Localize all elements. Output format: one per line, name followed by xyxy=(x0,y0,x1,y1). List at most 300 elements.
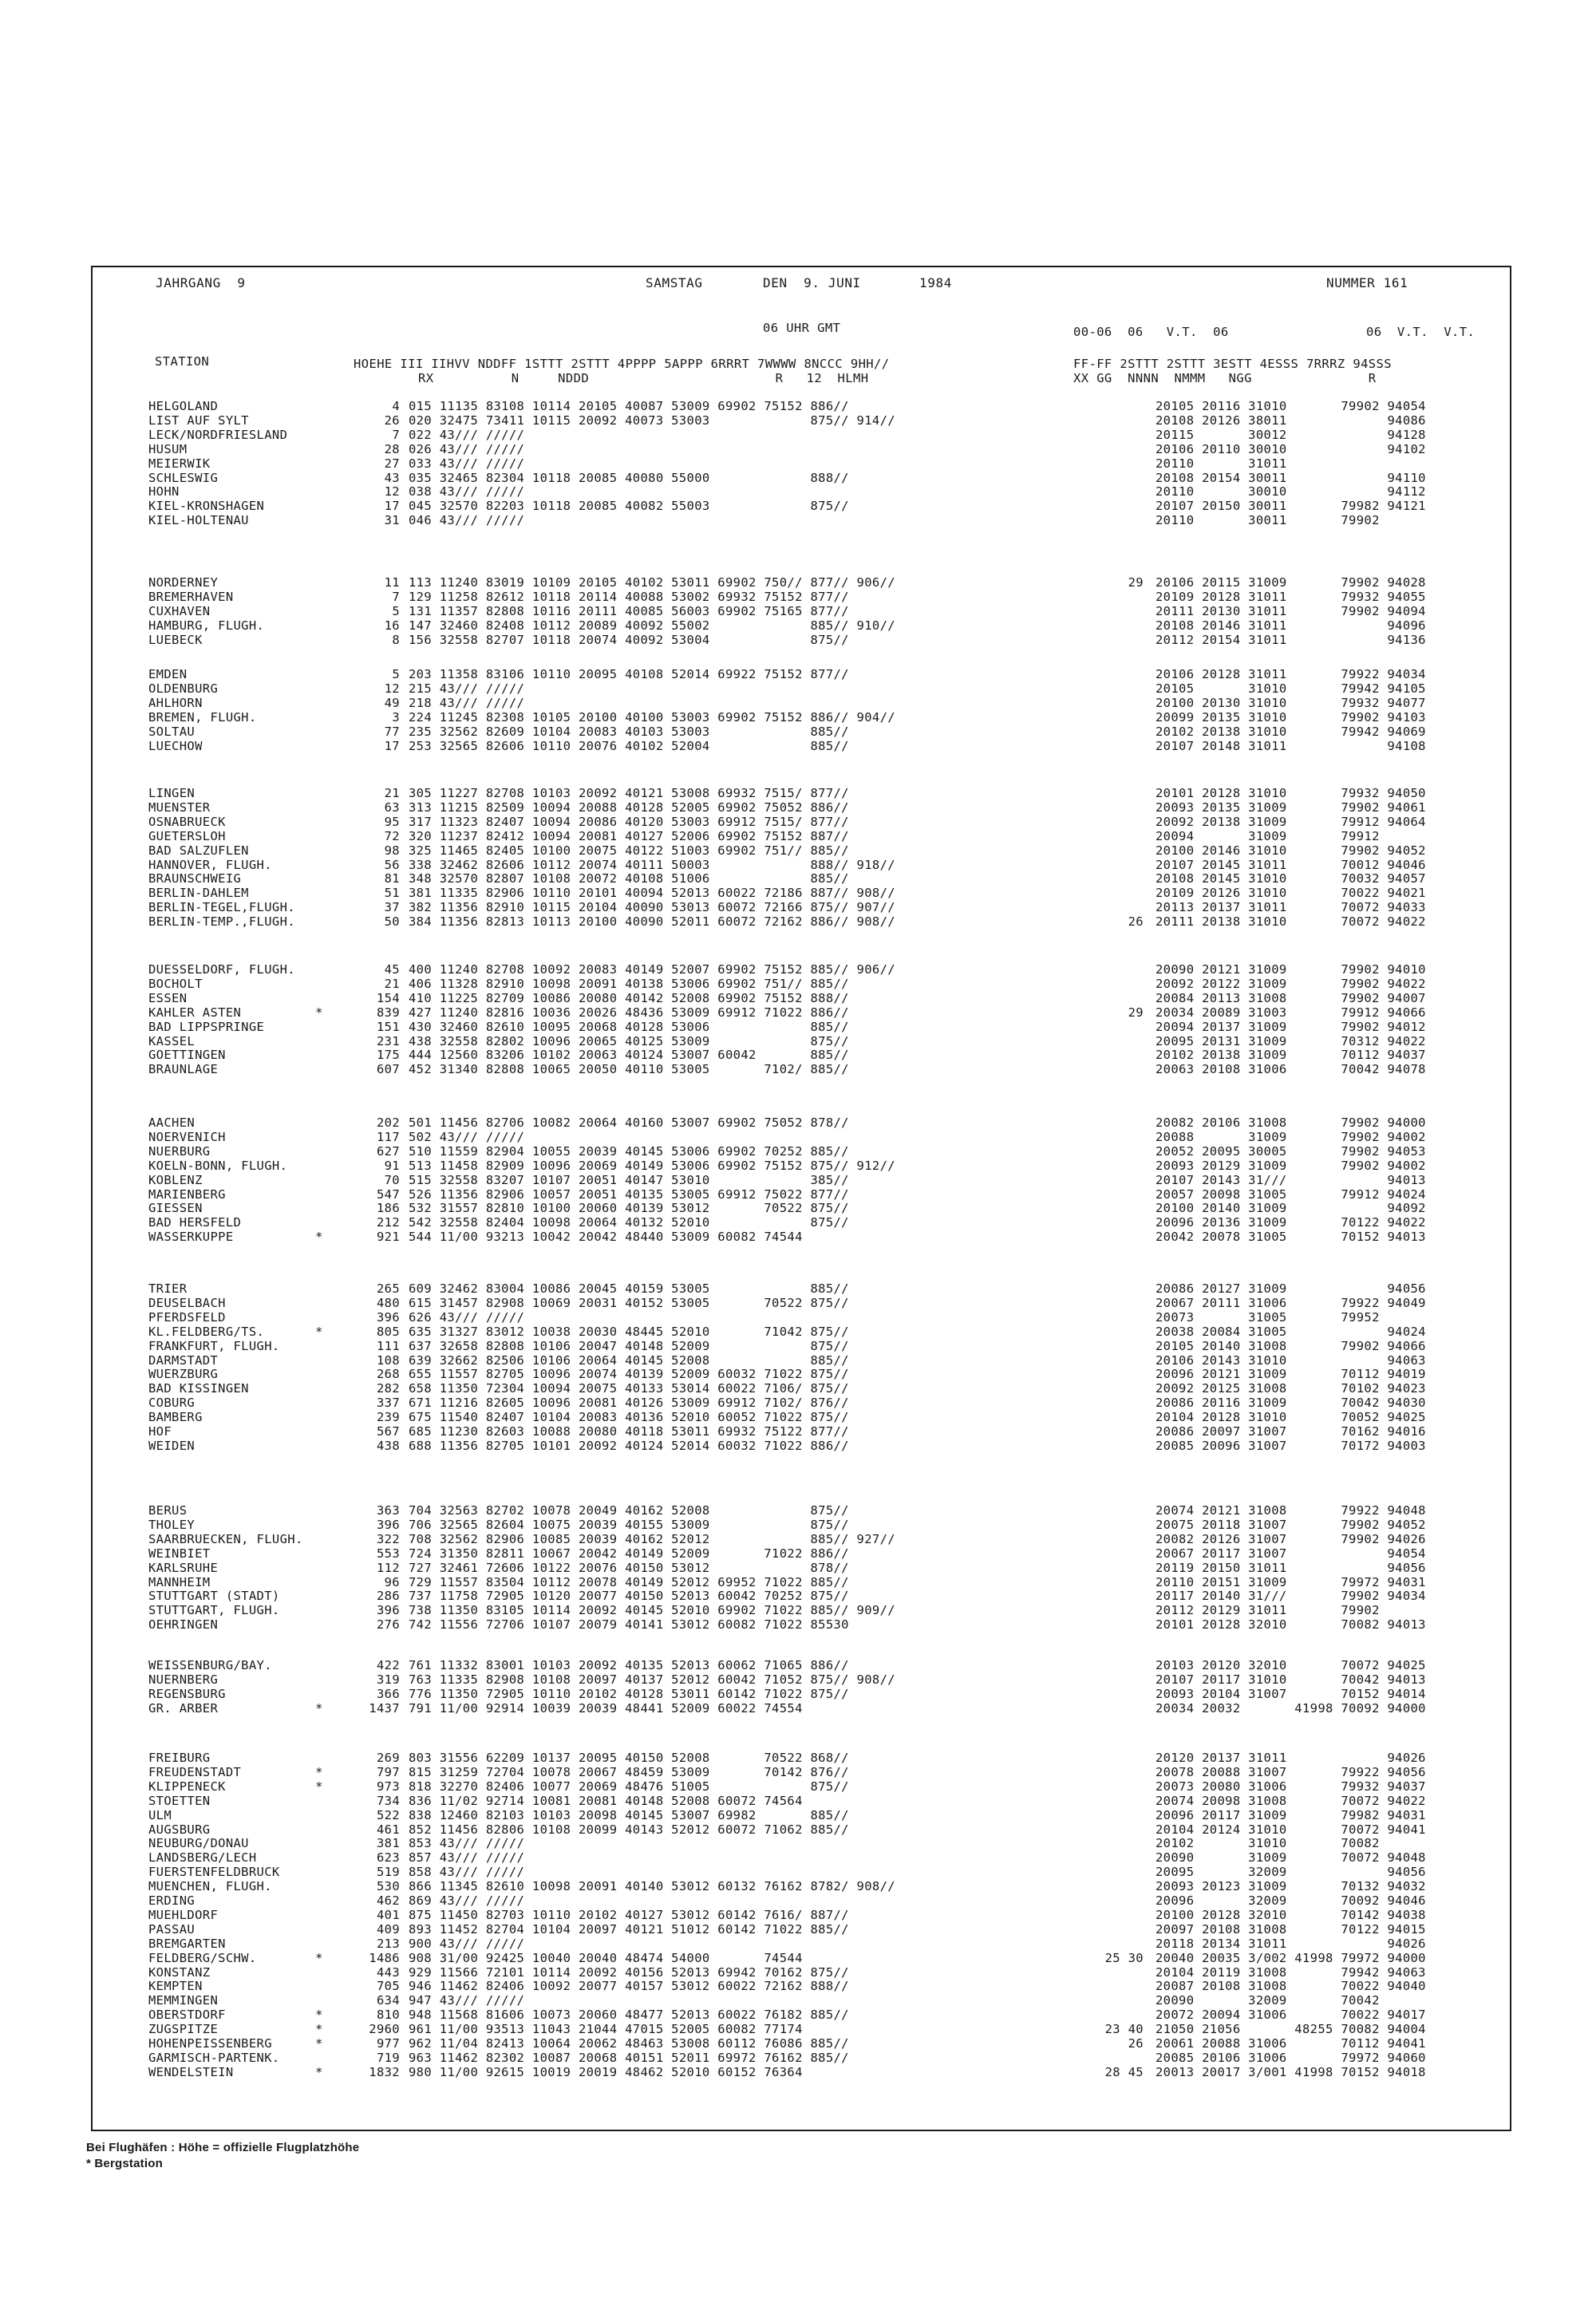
supplementary-data: 20090 32009 70042 xyxy=(1156,1993,1380,2008)
station-height: 5 xyxy=(392,603,400,618)
table-row xyxy=(0,1187,1596,1202)
synop-data: 908 31/00 92425 10040 20040 48474 54000 74544 xyxy=(409,1950,803,1965)
mountain-station-mark: * xyxy=(315,2064,323,2079)
supplementary-data: 20105 20116 31010 79902 94054 xyxy=(1156,399,1426,413)
station-name: AUGSBURG xyxy=(148,1822,211,1837)
station-name: KIEL-KRONSHAGEN xyxy=(148,499,265,514)
table-row xyxy=(0,1617,1596,1633)
supplementary-data: 20096 20121 31009 70112 94019 xyxy=(1156,1367,1426,1382)
synop-data: 675 11540 82407 10104 20083 40136 52010 60052 71022 875// xyxy=(409,1410,849,1425)
synop-data: 502 43/// ///// xyxy=(409,1129,525,1144)
station-name: DEUSELBACH xyxy=(148,1295,226,1310)
supplementary-data: 20095 32009 94056 xyxy=(1156,1865,1426,1880)
station-name: BAD HERSFELD xyxy=(148,1215,242,1230)
table-row xyxy=(0,1005,1596,1021)
table-row xyxy=(0,962,1596,977)
station-name: NUERBURG xyxy=(148,1143,211,1159)
station-name: PASSAU xyxy=(148,1921,196,1937)
synop-data: 020 32475 73411 10115 20092 40073 53003 875// 914// xyxy=(409,413,895,428)
station-name: NEUBURG/DONAU xyxy=(148,1836,249,1851)
mountain-station-mark: * xyxy=(315,1779,323,1794)
synop-data: 430 32460 82610 10095 20068 40128 53006 885// xyxy=(409,1019,849,1034)
station-name: OEHRINGEN xyxy=(148,1617,219,1633)
mountain-station-mark: * xyxy=(315,1230,323,1245)
synop-data: 866 11345 82610 10098 20091 40140 53012 60132 76162 8782/ 908// xyxy=(409,1879,895,1894)
synop-data: 384 11356 82813 10113 20100 40090 52011 60072 72162 886// 908// xyxy=(409,914,895,930)
supplementary-data: 20105 31010 79942 94105 xyxy=(1156,681,1426,696)
supplementary-data: 20101 20128 32010 70082 94013 xyxy=(1156,1617,1426,1633)
synop-data: 015 11135 83108 10114 20105 40087 53009 69902 75152 886// xyxy=(409,399,849,413)
supplementary-data: 20110 30011 79902 xyxy=(1156,513,1380,528)
table-row xyxy=(0,667,1596,682)
table-row xyxy=(0,1979,1596,1994)
station-height: 1486 xyxy=(369,1950,400,1965)
station-name: HUSUM xyxy=(148,441,188,456)
synop-data: 776 11350 72905 10110 20102 40128 53011 60142 71022 875// xyxy=(409,1686,849,1701)
station-height: 51 xyxy=(384,886,400,901)
table-row xyxy=(0,977,1596,992)
station-name: STOETTEN xyxy=(148,1793,211,1808)
synop-data: 815 31259 72704 10078 20067 48459 53009 70142 876// xyxy=(409,1764,849,1779)
table-row xyxy=(0,1965,1596,1980)
supplementary-data: 20092 20125 31008 70102 94023 xyxy=(1156,1381,1426,1396)
station-height: 56 xyxy=(384,857,400,872)
table-row xyxy=(0,513,1596,528)
station-name: MUEHLDORF xyxy=(148,1907,219,1922)
supplementary-data: 20090 20121 31009 79902 94010 xyxy=(1156,962,1426,977)
table-row xyxy=(0,1518,1596,1533)
supplementary-data: 20111 20130 31011 79902 94094 xyxy=(1156,603,1426,618)
mountain-station-mark: * xyxy=(315,2008,323,2023)
station-height: 111 xyxy=(376,1338,400,1353)
synop-data: 046 43/// ///// xyxy=(409,513,525,528)
station-height: 627 xyxy=(376,1143,400,1159)
column-codes-line1: HOEHE III IIHVV NDDFF 1STTT 2STTT 4PPPP 5APPP 6RRRT 7WWWW 8NCCC 9HH// xyxy=(354,357,890,371)
station-height: 26 xyxy=(384,413,400,428)
synop-data: 836 11/02 92714 10081 20081 40148 52008 60072 74564 xyxy=(409,1793,803,1808)
station-height: 12 xyxy=(384,484,400,499)
mountain-station-mark: * xyxy=(315,1324,323,1339)
station-name: KL.FELDBERG/TS. xyxy=(148,1324,265,1339)
station-height: 623 xyxy=(376,1850,400,1866)
station-height: 151 xyxy=(376,1019,400,1034)
synop-data: 761 11332 83001 10103 20092 40135 52013 60062 71065 886// xyxy=(409,1658,849,1672)
table-row xyxy=(0,604,1596,619)
synop-data: 738 11350 83105 10114 20092 40145 52010 69902 71022 885// 909// xyxy=(409,1603,895,1618)
station-name: KASSEL xyxy=(148,1033,196,1048)
supplementary-data: 20107 20145 31011 70012 94046 xyxy=(1156,857,1426,872)
table-row xyxy=(0,858,1596,873)
synop-data: 655 11557 82705 10096 20074 40139 52009 60032 71022 875// xyxy=(409,1367,849,1382)
station-name: LECK/NORDFRIESLAND xyxy=(148,427,288,442)
station-name: BREMGARTEN xyxy=(148,1936,226,1951)
station-name: ZUGSPITZE xyxy=(148,2022,219,2037)
table-row xyxy=(0,1575,1596,1590)
synop-data: 929 11566 72101 10114 20092 40156 52013 69942 70162 875// xyxy=(409,1964,849,1980)
synop-data: 317 11323 82407 10094 20086 40120 53003 69912 7515/ 877// xyxy=(409,814,849,829)
table-row xyxy=(0,1296,1596,1311)
station-height: 28 xyxy=(384,441,400,456)
extra-group: 29 xyxy=(1128,575,1144,590)
station-height: 70 xyxy=(384,1172,400,1187)
table-row xyxy=(0,471,1596,486)
station-height: 108 xyxy=(376,1352,400,1368)
supplementary-data: 20097 20108 31008 70122 94015 xyxy=(1156,1921,1426,1937)
supplementary-data: 20074 20121 31008 79922 94048 xyxy=(1156,1503,1426,1518)
supplementary-data: 20088 31009 79902 94002 xyxy=(1156,1129,1426,1144)
table-row xyxy=(0,1115,1596,1131)
synop-data: 033 43/// ///// xyxy=(409,456,525,471)
station-name: LIST AUF SYLT xyxy=(148,413,249,428)
station-height: 366 xyxy=(376,1686,400,1701)
station-height: 286 xyxy=(376,1589,400,1604)
station-name: NUERNBERG xyxy=(148,1672,219,1687)
station-name: NOERVENICH xyxy=(148,1129,226,1144)
table-row xyxy=(0,914,1596,930)
footnote-airport-height: Bei Flughäfen : Höhe = offizielle Flugplatzhöhe xyxy=(86,2141,360,2154)
station-height: 269 xyxy=(376,1751,400,1765)
supplementary-data: 20092 20138 31009 79912 94064 xyxy=(1156,814,1426,829)
station-height: 186 xyxy=(376,1201,400,1216)
station-height: 276 xyxy=(376,1617,400,1633)
supplementary-data: 20093 20104 31007 70152 94014 xyxy=(1156,1686,1426,1701)
synop-data: 544 11/00 93213 10042 20042 48440 53009 60082 74544 xyxy=(409,1230,803,1245)
table-row xyxy=(0,1410,1596,1425)
extra-group: 26 xyxy=(1128,914,1144,930)
table-row xyxy=(0,1908,1596,1923)
table-row xyxy=(0,1159,1596,1174)
supplementary-data: 20112 20154 31011 94136 xyxy=(1156,632,1426,647)
station-name: WEIDEN xyxy=(148,1438,196,1453)
table-row xyxy=(0,2065,1596,2080)
table-row xyxy=(0,1865,1596,1880)
synop-data: 382 11356 82910 10115 20104 40090 53013 60072 72166 875// 907// xyxy=(409,900,895,915)
supplementary-data: 20073 31005 79952 xyxy=(1156,1309,1380,1325)
table-row xyxy=(0,1367,1596,1382)
station-height: 797 xyxy=(376,1764,400,1779)
table-row xyxy=(0,413,1596,428)
table-row xyxy=(0,1130,1596,1145)
supplementary-data: 20087 20108 31008 70022 94040 xyxy=(1156,1979,1426,1994)
table-row xyxy=(0,681,1596,697)
supplementary-data: 20100 20130 31010 79932 94077 xyxy=(1156,695,1426,710)
synop-data: 791 11/00 92914 10039 20039 48441 52009 60022 74554 xyxy=(409,1700,803,1716)
station-name: LUECHOW xyxy=(148,738,203,753)
right-header-top-a: 00-06 06 V.T. 06 xyxy=(1073,325,1229,339)
extra-group: 28 45 xyxy=(1104,2064,1144,2079)
station-name: FREIBURG xyxy=(148,1751,211,1765)
synop-data: 406 11328 82910 10098 20091 40138 53006 69902 751// 885// xyxy=(409,976,849,991)
station-name: KARLSRUHE xyxy=(148,1560,219,1575)
supplementary-data: 20117 20140 31/// 79902 94034 xyxy=(1156,1589,1426,1604)
station-height: 396 xyxy=(376,1517,400,1532)
synop-data: 947 43/// ///// xyxy=(409,1993,525,2008)
station-name: GARMISCH-PARTENK. xyxy=(148,2050,280,2065)
supplementary-data: 20115 30012 94128 xyxy=(1156,427,1426,442)
synop-data: 038 43/// ///// xyxy=(409,484,525,499)
synop-data: 763 11335 82908 10108 20097 40137 52012 60042 71052 875// 908// xyxy=(409,1672,895,1687)
station-name: OLDENBURG xyxy=(148,681,219,696)
table-row xyxy=(0,590,1596,605)
table-row xyxy=(0,1922,1596,1937)
table-row xyxy=(0,1353,1596,1368)
table-row xyxy=(0,1765,1596,1780)
station-height: 547 xyxy=(376,1187,400,1202)
supplementary-data: 20034 20032 41998 70092 94000 xyxy=(1156,1700,1426,1716)
table-row xyxy=(0,1144,1596,1159)
station-name: KAHLER ASTEN xyxy=(148,1005,242,1020)
station-height: 112 xyxy=(376,1560,400,1575)
station-height: 212 xyxy=(376,1215,400,1230)
station-name: LINGEN xyxy=(148,786,196,800)
station-name: AACHEN xyxy=(148,1115,196,1130)
synop-data: 224 11245 82308 10105 20100 40100 53003 69902 75152 886// 904// xyxy=(409,709,895,725)
supplementary-data: 20093 20123 31009 70132 94032 xyxy=(1156,1879,1426,1894)
synop-data: 869 43/// ///// xyxy=(409,1893,525,1908)
station-height: 95 xyxy=(384,814,400,829)
table-row xyxy=(0,1808,1596,1823)
table-row xyxy=(0,2036,1596,2051)
station-height: 239 xyxy=(376,1410,400,1425)
station-name: LUEBECK xyxy=(148,632,203,647)
supplementary-data: 20100 20128 32010 70142 94038 xyxy=(1156,1907,1426,1922)
synop-data: 526 11356 82906 10057 20051 40135 53005 69912 75022 877// xyxy=(409,1187,849,1202)
synop-data: 704 32563 82702 10078 20049 40162 52008 875// xyxy=(409,1503,849,1518)
station-name: CUXHAVEN xyxy=(148,603,211,618)
supplementary-data: 20107 20148 31011 94108 xyxy=(1156,738,1426,753)
synop-data: 444 12560 83206 10102 20063 40124 53007 60042 885// xyxy=(409,1048,849,1063)
station-height: 396 xyxy=(376,1309,400,1325)
station-height: 319 xyxy=(376,1672,400,1687)
supplementary-data: 20118 20134 31011 94026 xyxy=(1156,1936,1426,1951)
station-name: SOLTAU xyxy=(148,724,196,739)
synop-data: 022 43/// ///// xyxy=(409,427,525,442)
station-name: BREMERHAVEN xyxy=(148,589,234,604)
station-height: 96 xyxy=(384,1574,400,1589)
station-height: 21 xyxy=(384,786,400,800)
table-row xyxy=(0,886,1596,901)
station-height: 21 xyxy=(384,976,400,991)
supplementary-data: 20107 20117 31010 70042 94013 xyxy=(1156,1672,1426,1687)
supplementary-data: 20096 32009 70092 94046 xyxy=(1156,1893,1426,1908)
synop-data: 961 11/00 93513 11043 21044 47015 52005 60082 77174 xyxy=(409,2022,803,2037)
station-name: MUENSTER xyxy=(148,800,211,815)
station-height: 396 xyxy=(376,1603,400,1618)
supplementary-data: 20094 20137 31009 79902 94012 xyxy=(1156,1019,1426,1034)
station-name: KLIPPENECK xyxy=(148,1779,226,1794)
station-name: HAMBURG, FLUGH. xyxy=(148,618,265,633)
issue-number: NUMMER 161 xyxy=(1326,275,1408,290)
station-height: 522 xyxy=(376,1807,400,1822)
supplementary-data: 20106 20143 31010 94063 xyxy=(1156,1352,1426,1368)
supplementary-data: 20104 20128 31010 70052 94025 xyxy=(1156,1410,1426,1425)
table-row xyxy=(0,1048,1596,1063)
supplementary-data: 21050 21056 48255 70082 94004 xyxy=(1156,2022,1426,2037)
supplementary-data: 20092 20122 31009 79902 94022 xyxy=(1156,976,1426,991)
supplementary-data: 20086 20116 31009 70042 94030 xyxy=(1156,1396,1426,1411)
table-row xyxy=(0,1687,1596,1702)
station-height: 322 xyxy=(376,1531,400,1546)
station-name: SAARBRUECKEN, FLUGH. xyxy=(148,1531,303,1546)
supplementary-data: 20084 20113 31008 79902 94007 xyxy=(1156,990,1426,1005)
mountain-station-mark: * xyxy=(315,1950,323,1965)
station-height: 607 xyxy=(376,1062,400,1077)
supplementary-data: 20108 20126 38011 94086 xyxy=(1156,413,1426,428)
synop-data: 410 11225 82709 10086 20080 40142 52008 69902 75152 888// xyxy=(409,990,849,1005)
supplementary-data: 20104 20124 31010 70072 94041 xyxy=(1156,1822,1426,1837)
table-row xyxy=(0,1062,1596,1077)
supplementary-data: 20110 31011 xyxy=(1156,456,1287,471)
table-row xyxy=(0,1281,1596,1297)
supplementary-data: 20108 20145 31010 70032 94057 xyxy=(1156,871,1426,886)
supplementary-data: 20109 20128 31011 79932 94055 xyxy=(1156,589,1426,604)
supplementary-data: 20101 20128 31010 79932 94050 xyxy=(1156,786,1426,800)
synop-data: 305 11227 82708 10103 20092 40121 53008 69932 7515/ 877// xyxy=(409,786,849,800)
station-name: KEMPTEN xyxy=(148,1979,203,1994)
synop-data: 215 43/// ///// xyxy=(409,681,525,696)
station-name: HANNOVER, FLUGH. xyxy=(148,857,272,872)
synop-data: 946 11462 82406 10092 20077 40157 53012 60022 72162 888// xyxy=(409,1979,849,1994)
station-height: 12 xyxy=(384,681,400,696)
station-name: FELDBERG/SCHW. xyxy=(148,1950,257,1965)
synop-data: 129 11258 82612 10118 20114 40088 53002 69932 75152 877// xyxy=(409,589,849,604)
table-row xyxy=(0,1215,1596,1230)
station-name: STUTTGART, FLUGH. xyxy=(148,1603,280,1618)
station-height: 16 xyxy=(384,618,400,633)
column-codes-line2: RX N NDDD R 12 HLMH xyxy=(418,371,869,385)
synop-data: 609 32462 83004 10086 20045 40159 53005 885// xyxy=(409,1281,849,1296)
station-name: KOELN-BONN, FLUGH. xyxy=(148,1158,288,1173)
synop-data: 727 32461 72606 10122 20076 40150 53012 878// xyxy=(409,1560,849,1575)
station-height: 213 xyxy=(376,1936,400,1951)
mountain-station-mark: * xyxy=(315,2022,323,2037)
synop-data: 948 11568 81606 10073 20060 48477 52013 60022 76182 885// xyxy=(409,2008,849,2023)
station-height: 17 xyxy=(384,738,400,753)
table-row xyxy=(0,710,1596,725)
table-row xyxy=(0,1439,1596,1454)
synop-data: 615 31457 82908 10069 20031 40152 53005 70522 875// xyxy=(409,1295,849,1310)
synop-data: 235 32562 82609 10104 20083 40103 53003 885// xyxy=(409,724,849,739)
station-name: LANDSBERG/LECH xyxy=(148,1850,257,1866)
station-name: BAD SALZUFLEN xyxy=(148,843,249,858)
table-row xyxy=(0,843,1596,859)
supplementary-data: 20061 20088 31006 70112 94041 xyxy=(1156,2036,1426,2051)
supplementary-data: 20082 20106 31008 79902 94000 xyxy=(1156,1115,1426,1130)
synop-data: 685 11230 82603 10088 20080 40118 53011 69932 75122 877// xyxy=(409,1424,849,1439)
supplementary-data: 20040 20035 3/002 41998 79972 94000 xyxy=(1156,1950,1426,1965)
synop-data: 853 43/// ///// xyxy=(409,1836,525,1851)
station-name: FUERSTENFELDBRUCK xyxy=(148,1865,280,1880)
table-row xyxy=(0,618,1596,634)
station-name: HOHN xyxy=(148,484,180,499)
table-row xyxy=(0,499,1596,514)
station-name: MEIERWIK xyxy=(148,456,211,471)
station-height: 49 xyxy=(384,695,400,710)
synop-data: 427 11240 82816 10036 20026 48436 53009 69912 71022 886// xyxy=(409,1005,849,1020)
station-name: BRAUNSCHWEIG xyxy=(148,871,242,886)
supplementary-data: 20112 20129 31011 79902 xyxy=(1156,1603,1380,1618)
synop-data: 045 32570 82203 10118 20085 40082 55003 875// xyxy=(409,499,849,514)
station-height: 719 xyxy=(376,2050,400,2065)
station-name: BERUS xyxy=(148,1503,188,1518)
station-name: KONSTANZ xyxy=(148,1964,211,1980)
synop-data: 218 43/// ///// xyxy=(409,695,525,710)
synop-data: 325 11465 82405 10100 20075 40122 51003 69902 751// 885// xyxy=(409,843,849,858)
date: DEN 9. JUNI xyxy=(763,275,861,290)
station-name: BOCHOLT xyxy=(148,976,203,991)
station-height: 462 xyxy=(376,1893,400,1908)
synop-data: 962 11/04 82413 10064 20062 48463 53008 60112 76086 885// xyxy=(409,2036,849,2051)
supplementary-data: 20096 20117 31009 79982 94031 xyxy=(1156,1807,1426,1822)
station-name: DUESSELDORF, FLUGH. xyxy=(148,962,295,977)
synop-data: 980 11/00 92615 10019 20019 48462 52010 60152 76364 xyxy=(409,2064,803,2079)
table-row xyxy=(0,991,1596,1006)
table-row xyxy=(0,1836,1596,1851)
synop-data: 381 11335 82906 10110 20101 40094 52013 60022 72186 887// 908// xyxy=(409,886,895,901)
station-name: BAD KISSINGEN xyxy=(148,1381,249,1396)
table-row xyxy=(0,1532,1596,1547)
supplementary-data: 20073 20080 31006 79932 94037 xyxy=(1156,1779,1426,1794)
station-name: SCHLESWIG xyxy=(148,470,219,485)
station-name: WEISSENBURG/BAY. xyxy=(148,1658,272,1672)
station-height: 634 xyxy=(376,1993,400,2008)
station-height: 50 xyxy=(384,914,400,930)
station-height: 8 xyxy=(392,632,400,647)
station-name: KIEL-HOLTENAU xyxy=(148,513,249,528)
station-height: 98 xyxy=(384,843,400,858)
station-height: 839 xyxy=(376,1005,400,1020)
table-row xyxy=(0,428,1596,443)
table-row xyxy=(0,1034,1596,1049)
supplementary-data: 20110 30010 94112 xyxy=(1156,484,1426,499)
station-height: 175 xyxy=(376,1048,400,1063)
supplementary-data: 20106 20110 30010 94102 xyxy=(1156,441,1426,456)
table-row xyxy=(0,1879,1596,1894)
supplementary-data: 20111 20138 31010 70072 94022 xyxy=(1156,914,1426,930)
station-name: BAD LIPPSPRINGE xyxy=(148,1019,265,1034)
station-height: 202 xyxy=(376,1115,400,1130)
supplementary-data: 20082 20126 31007 79902 94026 xyxy=(1156,1531,1426,1546)
supplementary-data: 20013 20017 3/001 41998 70152 94018 xyxy=(1156,2064,1426,2079)
table-row xyxy=(0,1503,1596,1518)
synop-data: 963 11462 82302 10087 20068 40151 52011 69972 76162 885// xyxy=(409,2050,849,2065)
station-height: 2960 xyxy=(369,2022,400,2037)
station-name: GR. ARBER xyxy=(148,1700,219,1716)
synop-data: 203 11358 83106 10110 20095 40108 52014 69922 75152 877// xyxy=(409,667,849,681)
supplementary-data: 20067 20117 31007 94054 xyxy=(1156,1546,1426,1561)
station-name: MARIENBERG xyxy=(148,1187,226,1202)
station-height: 553 xyxy=(376,1546,400,1561)
station-height: 81 xyxy=(384,871,400,886)
supplementary-data: 20107 20143 31/// 94013 xyxy=(1156,1172,1426,1187)
table-row xyxy=(0,815,1596,830)
synop-data: 671 11216 82605 10096 20081 40126 53009 69912 7102/ 876// xyxy=(409,1396,849,1411)
mountain-station-mark: * xyxy=(315,1005,323,1020)
mountain-station-mark: * xyxy=(315,1764,323,1779)
year: 1984 xyxy=(919,275,952,290)
supplementary-data: 20067 20111 31006 79922 94049 xyxy=(1156,1295,1426,1310)
table-row xyxy=(0,442,1596,457)
table-row xyxy=(0,575,1596,590)
station-name: MEMMINGEN xyxy=(148,1993,219,2008)
table-row xyxy=(0,1339,1596,1354)
station-height: 154 xyxy=(376,990,400,1005)
station-name: BREMEN, FLUGH. xyxy=(148,709,257,725)
synop-data: 320 11237 82412 10094 20081 40127 52006 69902 75152 887// xyxy=(409,828,849,843)
station-height: 31 xyxy=(384,513,400,528)
synop-data: 338 32462 82606 10112 20074 40111 50003 888// 918// xyxy=(409,857,895,872)
table-row xyxy=(0,1603,1596,1618)
